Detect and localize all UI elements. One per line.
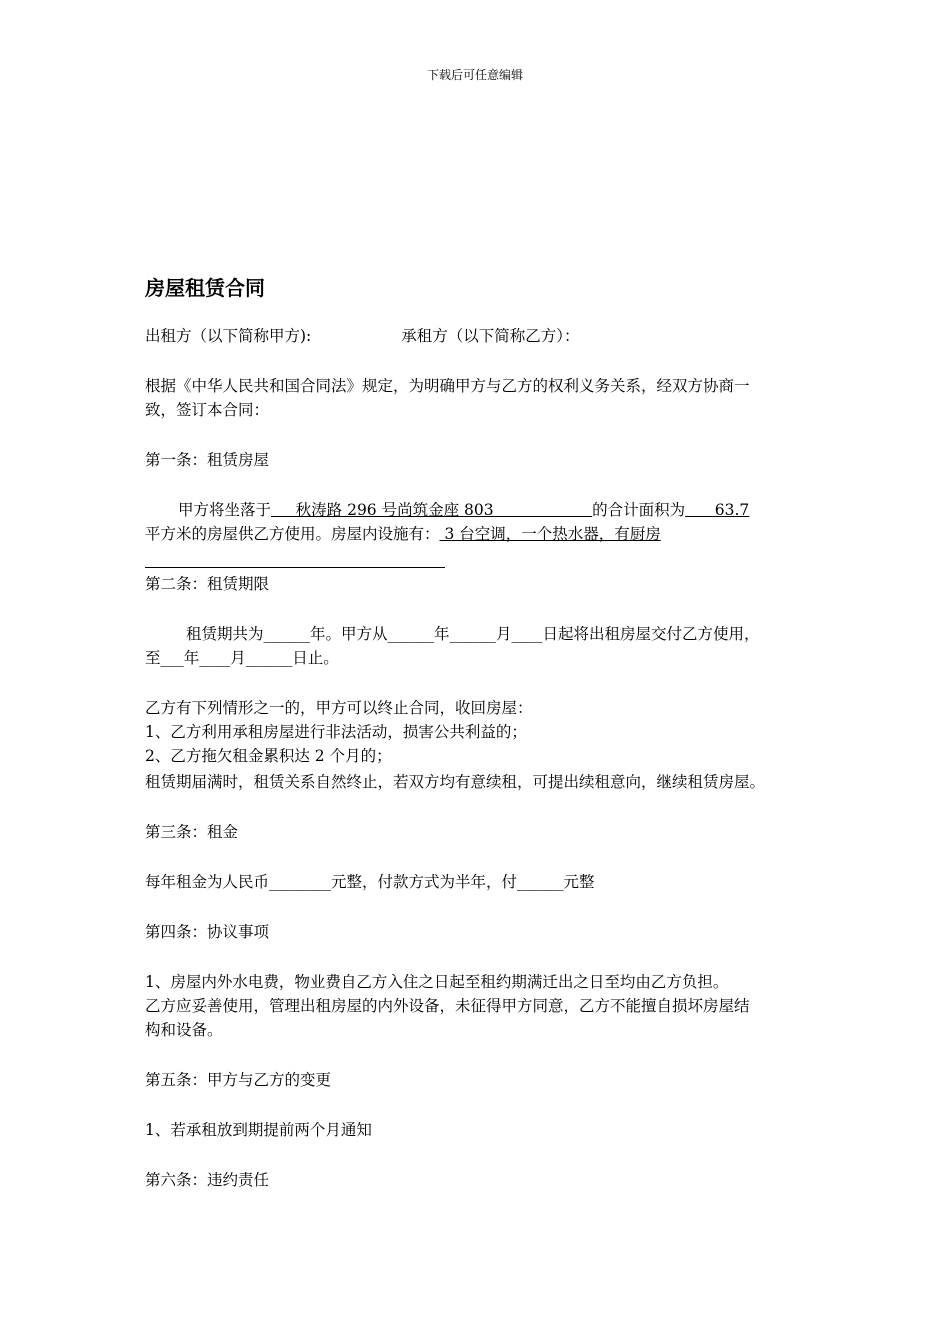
article-3-heading: 第三条：租金	[145, 823, 239, 841]
article-2-line-2: 至___年____月______日止。	[145, 649, 339, 667]
article-1-line-2	[145, 522, 807, 546]
article-2-line-1: 租赁期共为______年。甲方从______年______月____日起将出租房屋交付乙方使用，	[186, 625, 760, 643]
underline-blank	[145, 567, 445, 568]
parties-line	[145, 324, 807, 348]
intro-line-1: 根据《中华人民共和国合同法》规定，为明确甲方与乙方的权利义务关系，经双方协商一	[145, 377, 750, 395]
article-4-line-1: 1、房屋内外水电费，物业费自乙方入住之日起至租约期满迁出之日至均由乙方负担。	[145, 973, 729, 991]
property-address: 秋涛路 296 号尚筑金座 803	[271, 501, 593, 519]
termination-item-1: 1、乙方利用承租房屋进行非法活动，损害公共利益的；	[145, 723, 527, 741]
location-label: 甲方将坐落于	[178, 501, 272, 519]
termination-intro: 乙方有下列情形之一的，甲方可以终止合同，收回房屋：	[145, 699, 533, 717]
rent-line: 每年租金为人民币________元整，付款方式为半年，付______元整	[145, 873, 595, 891]
article-5-heading: 第五条：甲方与乙方的变更	[145, 1071, 332, 1089]
termination-item-2: 2、乙方拖欠租金累积达 2 个月的；	[145, 747, 392, 765]
article-6-heading: 第六条：违约责任	[145, 1171, 270, 1189]
lessor-label: 出租方（以下简称甲方):	[145, 327, 312, 345]
article-4-line-2: 乙方应妥善使用，管理出租房屋的内外设备，未征得甲方同意，乙方不能擅自损坏房屋结	[145, 997, 750, 1015]
area-label: 的合计面积为	[592, 501, 686, 519]
article-1-line-1	[145, 498, 840, 522]
property-area: 63.7	[685, 501, 750, 519]
renewal-clause: 租赁期届满时，租赁关系自然终止，若双方均有意续租，可提出续租意向，继续租赁房屋。	[145, 773, 766, 791]
page-header-note: 下载后可任意编辑	[426, 68, 523, 82]
facilities-label: 平方米的房屋供乙方使用。房屋内设施有：	[145, 525, 440, 543]
article-5-line-1: 1、若承租放到期提前两个月通知	[145, 1121, 372, 1139]
facilities-value: 3 台空调，一个热水器，有厨房	[439, 525, 661, 543]
article-2-heading: 第二条：租赁期限	[145, 575, 270, 593]
intro-line-2: 致，签订本合同：	[145, 401, 270, 419]
article-4-line-3: 构和设备。	[145, 1021, 223, 1039]
article-4-heading: 第四条：协议事项	[145, 923, 270, 941]
article-1-heading: 第一条：租赁房屋	[145, 451, 270, 469]
lessee-label: 承租方（以下简称乙方）：	[401, 327, 580, 345]
document-title: 房屋租赁合同	[145, 276, 265, 300]
